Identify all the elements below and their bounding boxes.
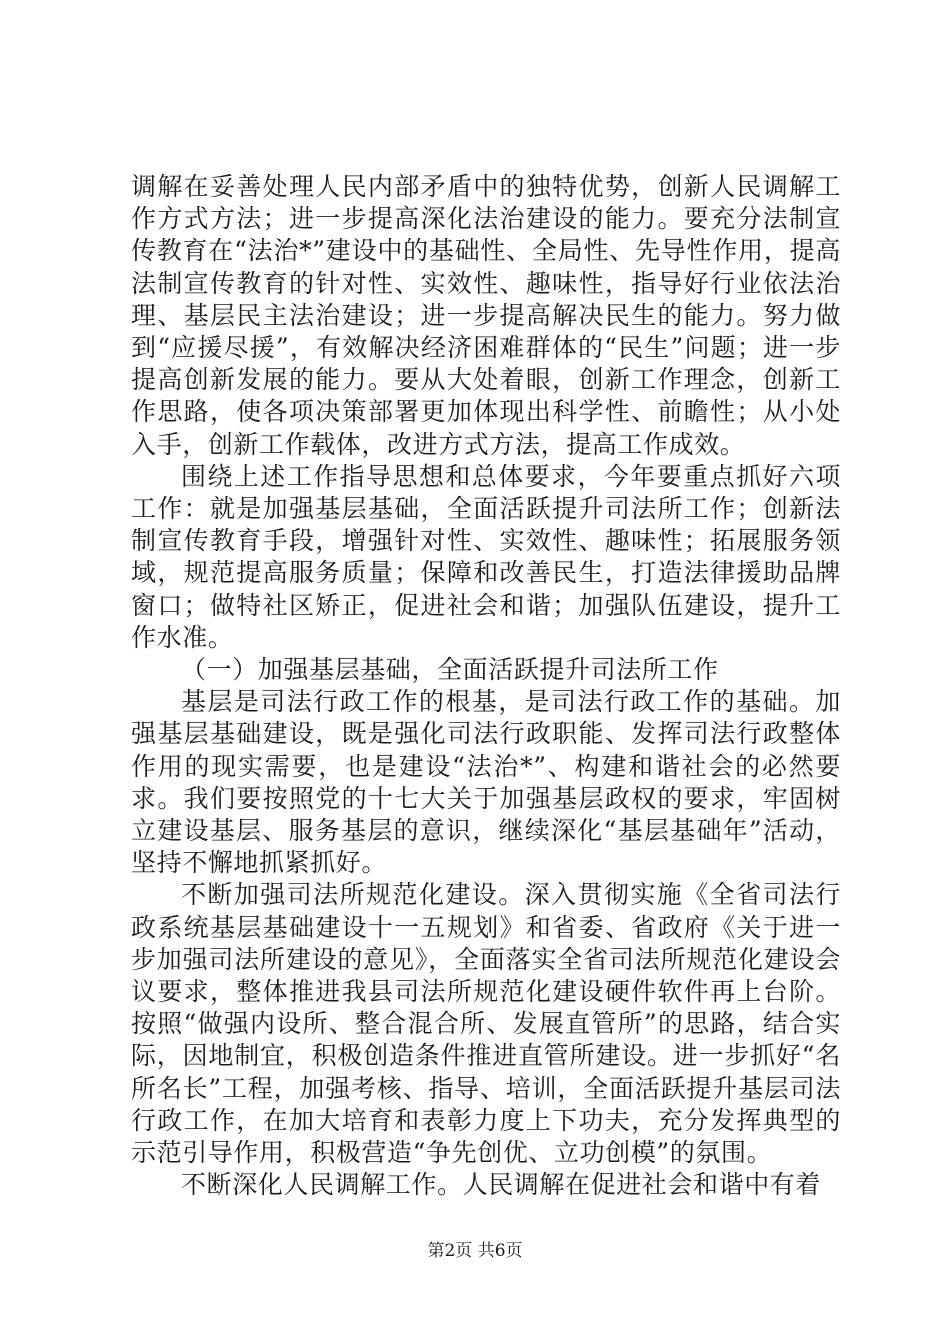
paragraph-2: 围绕上述工作指导思想和总体要求，今年要重点抓好六项工作：就是加强基层基础，全面活跃提升司法所工作；创新法制宣传教育手段，增强针对性、实效性、趣味性；拓展服务领域，规范提高服务质量；保障和改善民生，打造法律援助品牌窗口；做特社区矫正，促进社会和谐；加强队伍建设，提升工作水准。 — [131, 461, 841, 652]
section-heading-1: （一）加强基层基础，全面活跃提升司法所工作 — [181, 655, 719, 685]
paragraph-5: 不断深化人民调解工作。人民调解在促进社会和谐中有着 — [181, 1170, 822, 1200]
paragraph-1: 调解在妥善处理人民内部矛盾中的独特优势，创新人民调解工作方式方法；进一步提高深化法治建设的能力。要充分法制宣传教育在“法治*”建设中的基础性、全局性、先导性作用，提高法制宣传教育的针对性、实效性、趣味性，指导好行业依法治理、基层民主法治建设；进一步提高解决民生的能力。努力做到“应援尽援”，有效解决经济困难群体的“民生”问题；进一步提高创新发展的能力。要从大处着眼，创新工作理念，创新工作思路，使各项决策部署更加体现出科学性、前瞻性；从小处入手，创新工作载体，改进方式方法，提高工作成效。 — [131, 172, 841, 459]
page-number: 第2页 共6页 — [427, 1241, 523, 1261]
document-body — [131, 171, 841, 1202]
paragraph-4: 不断加强司法所规范化建设。深入贯彻实施《全省司法行政系统基层基础建设十一五规划》和省委、省政府《关于进一步加强司法所建设的意见》，全面落实全省司法所规范化建设会议要求，整体推进我县司法所规范化建设硬件软件再上台阶。按照“做强内设所、整合混合所、发展直管所”的思路，结合实际，因地制宜，积极创造条件推进直管所建设。进一步抓好“名所名长”工程，加强考核、指导、培训，全面活跃提升基层司法行政工作，在加大培育和表彰力度上下功夫，充分发挥典型的示范引导作用，积极营造“争先创优、立功创模”的氛围。 — [131, 880, 841, 1168]
paragraph-3: 基层是司法行政工作的根基，是司法行政工作的基础。加强基层基础建设，既是强化司法行政职能、发挥司法行政整体作用的现实需要，也是建设“法治*”、构建和谐社会的必然要求。我们要按照党的十七大关于加强基层政权的要求，牢固树立建设基层、服务基层的意识，继续深化“基层基础年”活动，坚持不懈地抓紧抓好。 — [131, 687, 841, 878]
page-footer — [0, 1236, 950, 1261]
